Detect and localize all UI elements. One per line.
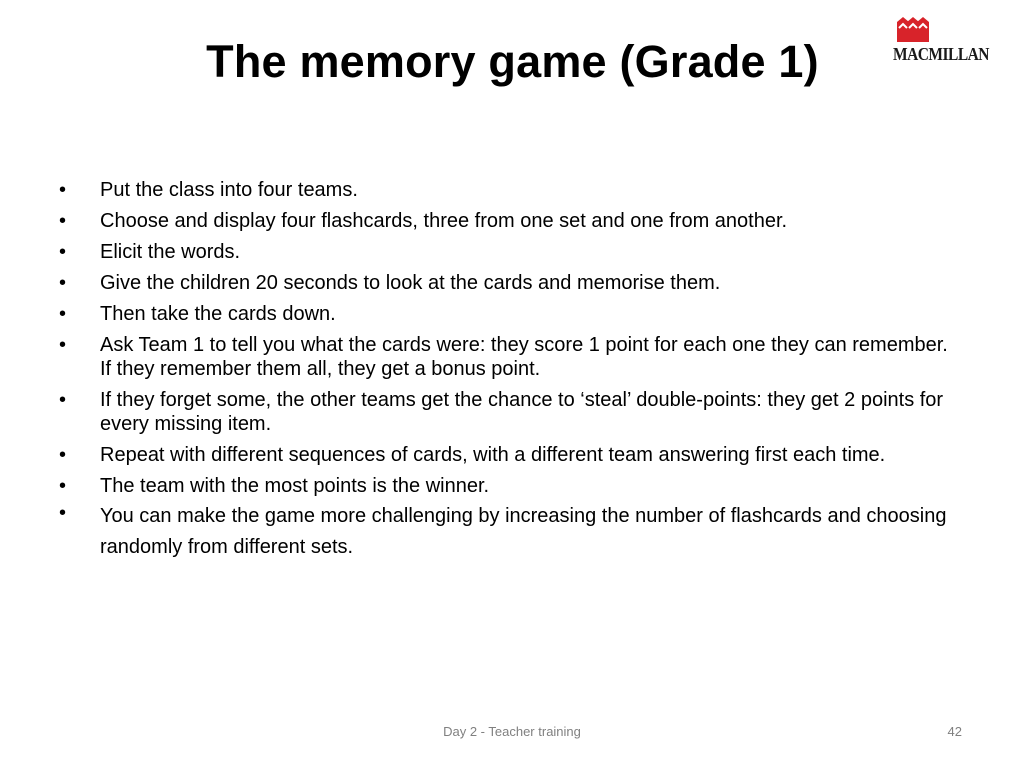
list-item [56, 178, 956, 202]
list-item [56, 474, 956, 498]
macmillan-m-icon [893, 14, 933, 44]
bullet-dot: • [59, 444, 67, 466]
list-item [56, 209, 956, 233]
list-item [56, 501, 956, 563]
bullet-text: Elicit the words. [100, 241, 241, 263]
bullet-text: Repeat with different sequences of cards, with a different team answering first each time. [100, 444, 886, 466]
list-item [56, 443, 956, 467]
bullet-dot: • [59, 210, 67, 232]
bullet-text: Give the children 20 seconds to look at the cards and memorise them. [100, 272, 721, 294]
logo-wordmark: MACMILLAN [893, 44, 989, 64]
bullet-dot: • [59, 179, 67, 201]
page-number: 42 [947, 724, 962, 739]
bullet-dot: • [59, 241, 67, 263]
bullet-text: You can make the game more challenging by increasing the number of flashcards and choosing randomly from different sets. [100, 505, 947, 558]
list-item [56, 302, 956, 326]
bullet-text: Then take the cards down. [100, 303, 336, 325]
slide-title: The memory game (Grade 1) [206, 36, 819, 87]
bullet-text: Put the class into four teams. [100, 179, 358, 201]
bullet-dot: • [59, 389, 67, 411]
bullet-dot: • [59, 303, 67, 325]
bullet-dot: • [59, 272, 67, 294]
bullet-text: The team with the most points is the winner. [100, 475, 490, 497]
bullet-list [56, 178, 956, 570]
footer-label: Day 2 - Teacher training [443, 724, 581, 739]
bullet-text: Ask Team 1 to tell you what the cards were: they score 1 point for each one they can remember. If they remember them all, they get a bonus point. [100, 334, 948, 380]
list-item [56, 388, 956, 436]
macmillan-logo [893, 14, 1005, 70]
bullet-dot: • [59, 502, 67, 524]
bullet-dot: • [59, 334, 67, 356]
list-item [56, 271, 956, 295]
list-item [56, 333, 956, 381]
bullet-text: If they forget some, the other teams get the chance to ‘steal’ double-points: they get 2 points for every missing item. [100, 389, 944, 435]
list-item [56, 240, 956, 264]
bullet-dot: • [59, 475, 67, 497]
bullet-text: Choose and display four flashcards, three from one set and one from another. [100, 210, 788, 232]
